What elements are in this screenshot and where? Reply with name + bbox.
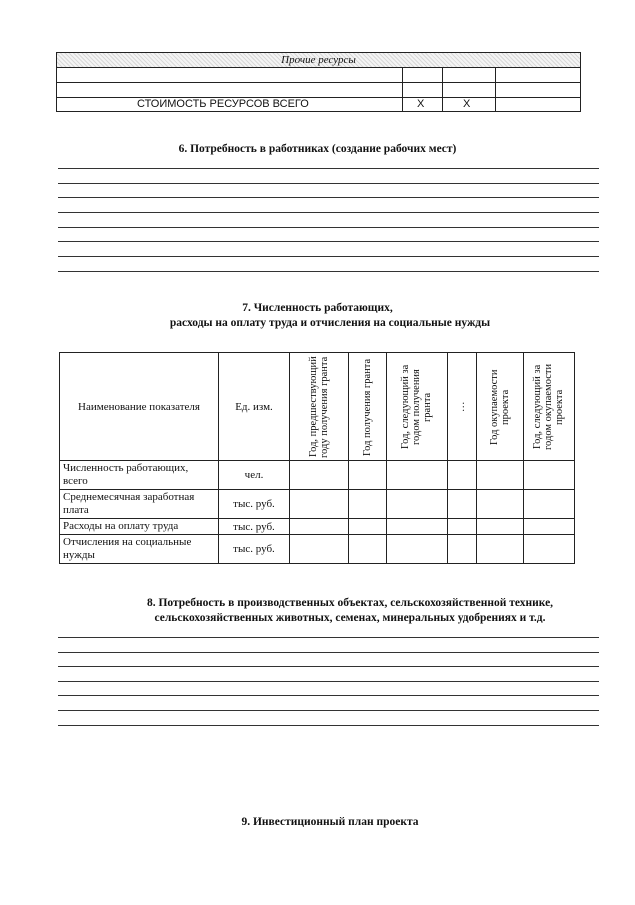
row-unit: тыс. руб. (219, 535, 290, 564)
table-row (60, 535, 575, 564)
resources-table (56, 52, 581, 112)
fill-line (58, 256, 599, 257)
section8-title-line2: сельскохозяйственных животных, семенах, минеральных удобрениях и т.д. (154, 612, 546, 624)
col-divider (495, 67, 496, 111)
resources-total-mark: Х (417, 98, 425, 110)
resources-blank-row (57, 82, 580, 97)
row-label: Отчисления на социальные нужды (60, 535, 219, 564)
resources-total-row (57, 97, 580, 112)
section8-title-line1: 8. Потребность в производственных объектах, сельскохозяйственной технике, (146, 597, 554, 609)
table-row (60, 490, 575, 519)
fill-line (58, 695, 599, 696)
fill-line (58, 227, 599, 228)
staff-table (59, 352, 575, 564)
fill-line (58, 183, 599, 184)
col-header-year-after: Год, следующий за годом получения гранта (400, 364, 434, 449)
staff-header-row (60, 353, 575, 461)
col-divider (402, 67, 403, 111)
row-label: Расходы на оплату труда (60, 519, 219, 535)
fill-line (58, 666, 599, 667)
resources-header-label: Прочие ресурсы (281, 54, 356, 66)
resources-header (57, 53, 580, 67)
section7-title-line2: расходы на оплату труда и отчисления на социальные нужды (169, 317, 491, 329)
fill-line (58, 652, 599, 653)
col-divider (442, 67, 443, 111)
row-label: Численность работающих, всего (60, 461, 219, 490)
resources-total-label: СТОИМОСТЬ РЕСУРСОВ ВСЕГО (137, 98, 309, 110)
row-unit: тыс. руб. (219, 490, 290, 519)
section7-title-line1: 7. Численность работающих, (242, 302, 393, 314)
col-header-year-grant: Год получения гранта (361, 357, 373, 456)
fill-line (58, 212, 599, 213)
row-unit: тыс. руб. (219, 519, 290, 535)
fill-line (58, 271, 599, 272)
col-header-name: Наименование показателя (60, 353, 219, 461)
table-row (60, 519, 575, 535)
col-header-ellipsis: … (456, 401, 468, 412)
row-unit: чел. (219, 461, 290, 490)
fill-line (58, 637, 599, 638)
table-row (60, 461, 575, 490)
col-header-year-before: Год, предшествующий году получения гранта (307, 355, 330, 458)
section9-title: 9. Инвестиционный план проекта (241, 816, 419, 828)
col-header-unit: Ед. изм. (219, 353, 290, 461)
col-header-after-payback: Год, следующий за годом окупаемости проекта (532, 363, 566, 450)
resources-total-mark: Х (463, 98, 471, 110)
fill-line (58, 681, 599, 682)
row-label: Среднемесячная заработная плата (60, 490, 219, 519)
fill-line (58, 710, 599, 711)
resources-blank-row (57, 67, 580, 82)
section6-title: 6. Потребность в работниках (создание рабочих мест) (178, 143, 457, 155)
fill-line (58, 197, 599, 198)
fill-line (58, 725, 599, 726)
fill-line (58, 241, 599, 242)
fill-line (58, 168, 599, 169)
col-header-payback: Год окупаемости проекта (488, 368, 511, 445)
